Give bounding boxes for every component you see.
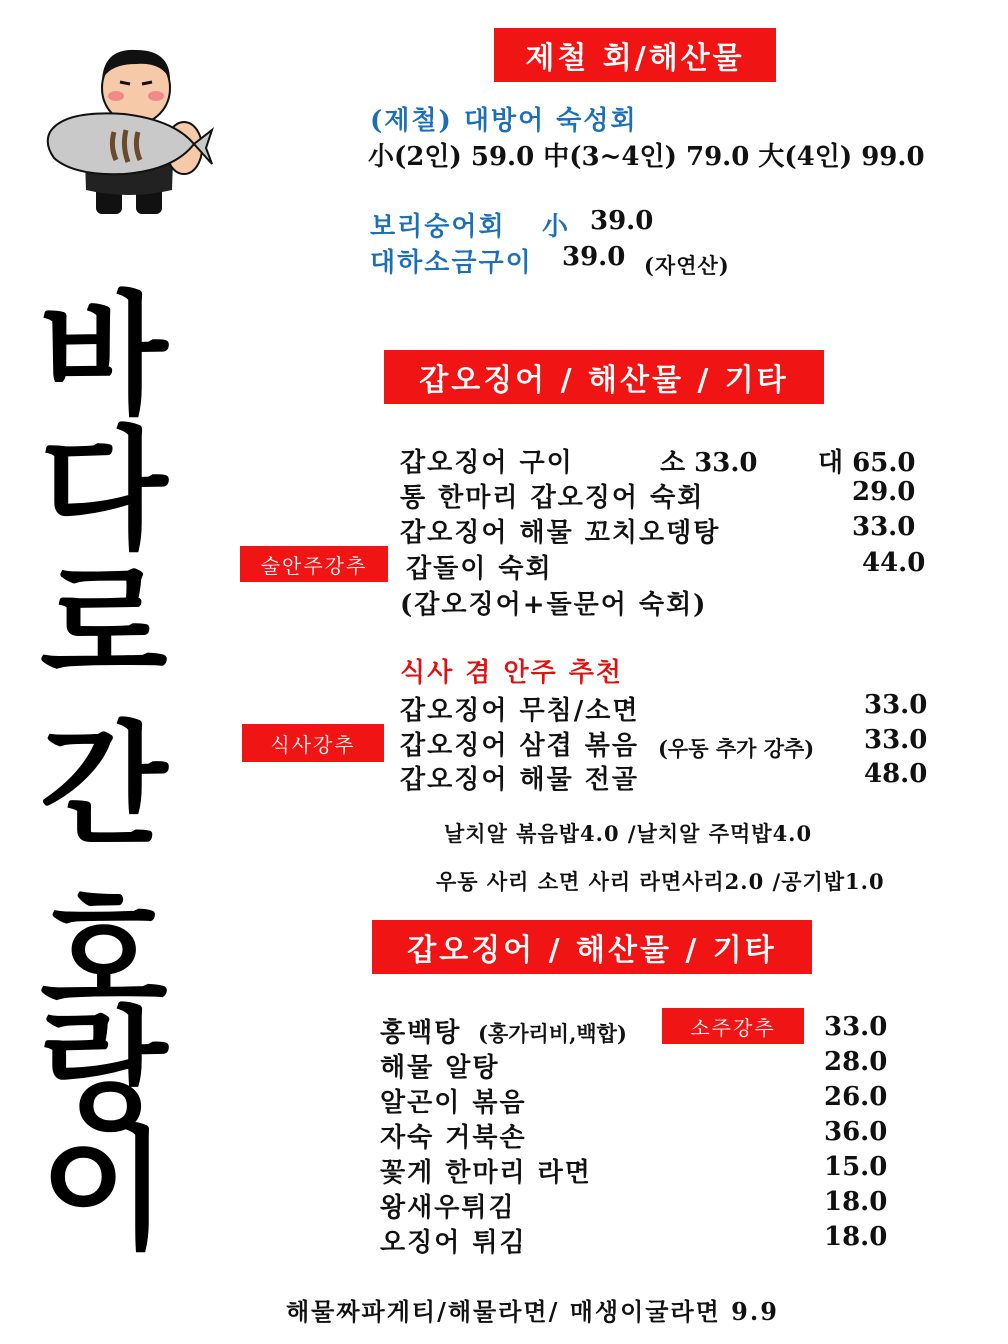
vertical-title-char: 이 xyxy=(40,1114,168,1268)
menu-item-name: 갑돌이 숙회 xyxy=(406,554,553,584)
menu-item-name: 알곤이 볶음 xyxy=(380,1088,527,1118)
menu-item-price: 18.0 xyxy=(824,1222,888,1252)
mascot-illustration xyxy=(44,40,214,220)
item-size: 小 xyxy=(542,212,571,242)
menu-item-note: (홍가리비,백합) xyxy=(478,1021,627,1046)
menu-item-price: 26.0 xyxy=(824,1082,888,1112)
menu-item-name: 갑오징어 무침/소면 xyxy=(400,696,640,726)
menu-item-price: 28.0 xyxy=(824,1047,888,1077)
vertical-title-char: 간 xyxy=(40,709,168,863)
item-price: 39.0 xyxy=(590,206,654,236)
menu-item-name: 오징어 튀김 xyxy=(380,1228,527,1258)
menu-item-price-large: 대 65.0 xyxy=(818,448,916,478)
drink-recommend-badge: 술안주강추 xyxy=(240,546,388,582)
soju-recommend-badge: 소주강추 xyxy=(662,1008,804,1044)
vertical-title-char: 다 xyxy=(40,414,168,568)
menu-item-price: 48.0 xyxy=(864,759,928,789)
menu-item-name: 갑오징어 삼겹 볶음 xyxy=(400,731,640,761)
menu-item-note: (우동 추가 강추) xyxy=(658,736,815,761)
menu-item-price: 33.0 xyxy=(864,725,928,755)
menu-item-name: 자숙 거북손 xyxy=(380,1123,527,1153)
menu-item-price: 33.0 xyxy=(824,1012,888,1042)
menu-item-name: 왕새우튀김 xyxy=(380,1193,516,1223)
menu-item-price: 15.0 xyxy=(824,1152,888,1182)
item-price: 39.0 xyxy=(562,242,626,272)
menu-item-price: 36.0 xyxy=(824,1117,888,1147)
vertical-title-char: 바 xyxy=(40,279,168,433)
menu-item-name: 통 한마리 갑오징어 숙회 xyxy=(400,483,705,513)
menu-item-name: 꽃게 한마리 라면 xyxy=(380,1158,592,1188)
meal-heading: 식사 겸 안주 추천 xyxy=(400,658,623,688)
menu-item-name: 갑오징어 해물 꼬치오뎅탕 xyxy=(400,518,721,548)
meal-recommend-badge: 식사강추 xyxy=(242,724,384,762)
section2-banner: 갑오징어 / 해산물 / 기타 xyxy=(384,350,824,404)
section1-banner: 제철 회/해산물 xyxy=(494,28,776,82)
section3-banner: 갑오징어 / 해산물 / 기타 xyxy=(372,920,812,974)
menu-item-name: 갑오징어 구이 xyxy=(400,448,574,478)
menu-item-price-small: 소 33.0 xyxy=(660,448,758,478)
vertical-title-char: 호 xyxy=(40,879,168,1033)
vertical-title-char: 로 xyxy=(40,549,168,703)
menu-item-name: (갑오징어+돌문어 숙회) xyxy=(400,590,708,620)
vertical-title-char: 랑 xyxy=(40,994,168,1148)
menu-item-price: 44.0 xyxy=(862,548,926,578)
footer-line: 해물짜파게티/해물라면/ 매생이굴라면 9.9 xyxy=(286,1297,779,1326)
item-note: (자연산) xyxy=(644,253,730,278)
menu-item-name: 갑오징어 해물 전골 xyxy=(400,765,640,795)
item-name: (제철) 대방어 숙성회 xyxy=(370,106,638,136)
menu-item-name: 해물 알탕 xyxy=(380,1053,500,1083)
menu-item-price: 33.0 xyxy=(852,512,916,542)
menu-item-price: 29.0 xyxy=(852,477,916,507)
menu-item-price: 18.0 xyxy=(824,1187,888,1217)
menu-item-name: 홍백탕 xyxy=(380,1018,462,1048)
extras-line: 우동 사리 소면 사리 라면사리2.0 /공기밥1.0 xyxy=(436,869,885,894)
extras-line: 날치알 볶음밥4.0 /날치알 주먹밥4.0 xyxy=(444,821,813,846)
item-sizes: 小(2인) 59.0 中(3~4인) 79.0 大(4인) 99.0 xyxy=(368,142,925,172)
menu-item-price: 33.0 xyxy=(864,690,928,720)
item-name: 대하소금구이 xyxy=(370,248,533,278)
item-name: 보리숭어회 xyxy=(370,212,506,242)
